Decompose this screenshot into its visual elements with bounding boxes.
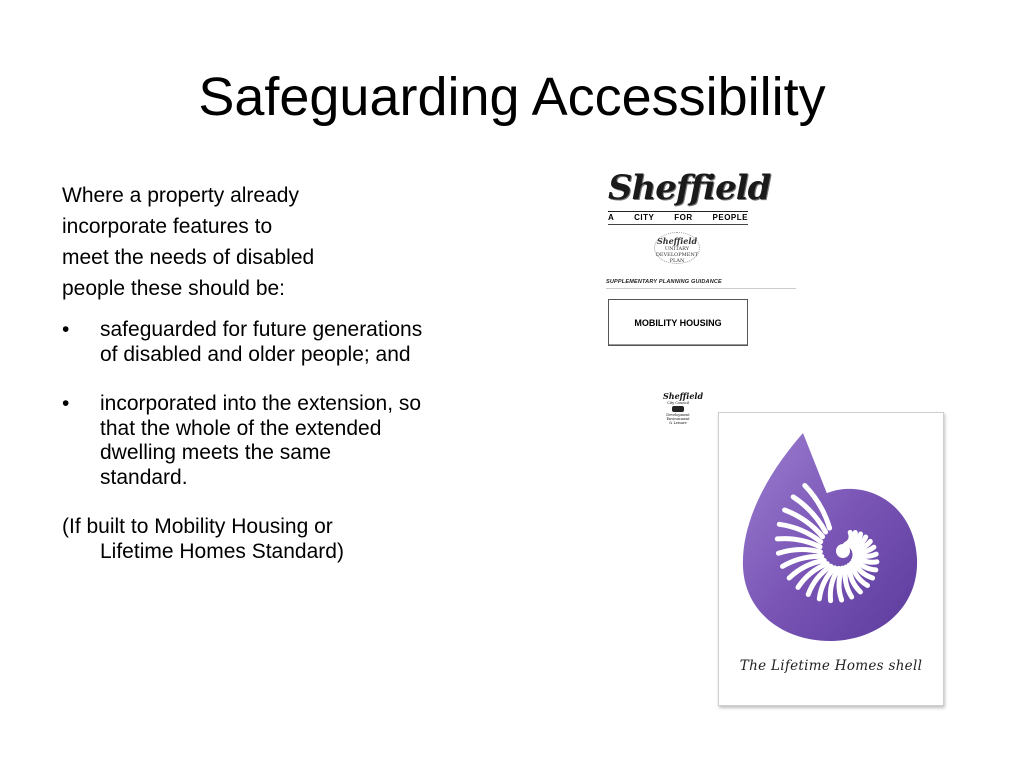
note-line: (If built to Mobility Housing or	[62, 515, 333, 538]
emblem-subtext: PLAN	[669, 258, 685, 264]
note-paragraph	[62, 515, 502, 564]
council-logo-title: Sheffield	[663, 391, 704, 401]
council-logo	[663, 391, 704, 425]
udp-emblem	[654, 232, 700, 264]
intro-line: meet the needs of disabled	[62, 246, 315, 269]
document-subheading: SUPPLEMENTARY PLANNING GUIDANCE	[606, 279, 722, 285]
bullet-line: incorporated into the extension, so	[100, 392, 422, 415]
tagline-word: A	[608, 213, 615, 222]
intro-line: people these should be:	[62, 277, 286, 300]
document-title-box: MOBILITY HOUSING	[608, 299, 748, 346]
sheffield-brand-logo: Sheffield	[608, 168, 771, 208]
tagline-word: CITY	[634, 213, 655, 222]
bullet-line: that the whole of the extended	[100, 416, 382, 440]
nautilus-shell-icon	[733, 427, 929, 653]
note-line: Lifetime Homes Standard)	[100, 539, 344, 563]
bullet-line: standard.	[100, 465, 188, 489]
brand-tagline	[608, 212, 748, 224]
bullet-line: dwelling meets the same	[100, 441, 332, 464]
tagline-word: PEOPLE	[712, 213, 748, 222]
bullet-item	[62, 392, 502, 490]
emblem-subtext: UNITARY	[664, 246, 690, 252]
divider	[608, 224, 748, 225]
emblem-subtext: DEVELOPMENT	[655, 252, 699, 258]
shell-caption: The Lifetime Homes shell	[739, 658, 923, 674]
divider	[606, 288, 796, 289]
intro-line: Where a property already	[62, 184, 299, 207]
bullet-item	[62, 318, 502, 367]
bullet-marker: •	[62, 392, 70, 415]
slide-title: Safeguarding Accessibility	[198, 67, 826, 127]
slide-body	[62, 180, 502, 564]
intro-paragraph	[62, 180, 502, 304]
crest-icon	[672, 406, 684, 412]
bullet-line: safeguarded for future generations	[100, 318, 423, 341]
department-line: Environment	[666, 417, 690, 421]
bullet-marker: •	[62, 318, 70, 341]
intro-line: incorporate features to	[62, 215, 273, 238]
lifetime-homes-shell-image	[718, 412, 944, 706]
department-line: Development	[666, 413, 690, 417]
council-logo-sub: City Council	[667, 401, 689, 405]
tagline-word: FOR	[674, 213, 693, 222]
department-line: & Leisure	[669, 421, 687, 425]
bullet-line: of disabled and older people; and	[100, 342, 411, 366]
emblem-title: Sheffield	[656, 236, 698, 246]
bullet-list	[62, 318, 502, 490]
